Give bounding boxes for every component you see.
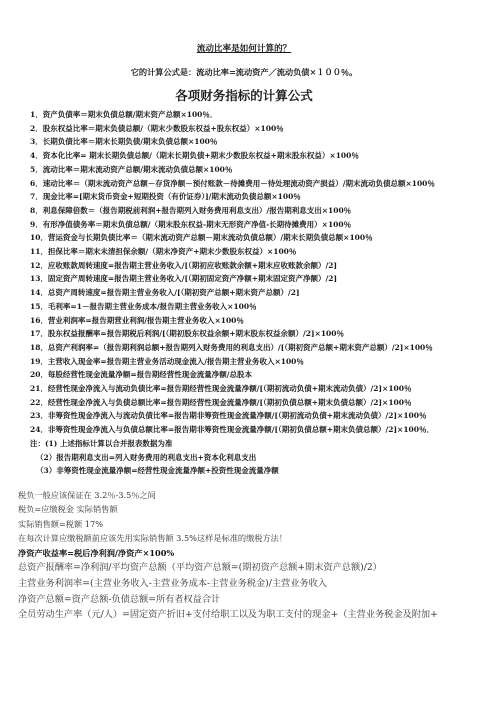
list-item: 16．营业利润率=报告期营业利润/报告期主营业务收入×100％ (30, 315, 244, 325)
document-title: 流动比率是如何计算的？ (196, 44, 292, 54)
list-item: 8．利息保障倍数＝（报告期税前利润+报告期列入财务费用利息支出）/报告期利息支出×100％ (30, 205, 352, 215)
section-heading: 各项财务指标的计算公式 (175, 88, 313, 103)
list-item: 10．营运资金与长期负债比率＝（期末流动资产总额－期末流动负债总额）/期末长期负债总额×100％ (30, 233, 373, 243)
plain-line: 净资产收益率=税后净利润/净资产×100% (18, 547, 175, 558)
list-item: 1．资产负债率＝期末负债总额/期末资产总额×100％． (30, 110, 218, 119)
note-line: 注：(1) 上述指标计算以合并报表数据为准 (30, 438, 173, 448)
list-item: 4．资本化比率= 期末长期负债总额/（期末长期负债+期末少数股东权益+期末股东权益）×100％ (30, 151, 359, 161)
note-line: （3）非筹资性现金流量净额=经营性现金流量净额+投资性现金流量净额 (36, 466, 279, 476)
list-item: 19．主营收入现金率=报告期主营业务活动现金流入/报告期主营业务收入×100％ (30, 356, 304, 366)
list-item: 23．非筹资性现金净流入与流动负债比率=报告期非筹资性现金流量净额/[（期初流动负债+期末流动负债）/2]×100％ (30, 411, 427, 421)
list-item: 6．速动比率＝（期末流动资产总额－存货净额－预付账款－待摊费用－待处理流动资产损益）/期末流动负债总额×100％ (30, 178, 435, 188)
list-item: 13．固定资产周转速度=报告期主营业务收入/[（期初固定资产净额+期末固定资产净额）/2] (30, 274, 338, 284)
plain-line: 在每次计算应缴税额前应该先用实际销售额 3.5%这样是标准的缴税方法！ (18, 533, 288, 544)
note-line: （2）报告期利息支出=列入财务费用的利息支出+资本化利息支出 (36, 452, 257, 462)
list-item: 18．总资产利润率=（报告期利润总额+报告期列入财务费用的利息支出）/[（期初资产总额+期末资产总额）/2]×100％ (30, 342, 433, 352)
plain-line: 全员劳动生产率（元/人）=固定资产折旧+支付给职工以及为职工支付的现金+（主营业务税金及附加+ (18, 609, 438, 621)
plain-line: 税负=应缴税金 实际销售额 (18, 504, 118, 515)
list-item: 20．每股经营性现金流量净额=报告期经营性现金流量净额/总股本 (30, 370, 252, 380)
plain-line: 实际销售额=税额 17% (18, 518, 103, 529)
plain-line: 主营业务利润率=(主营业务收入-主营业务成本-主营业务税金)/主营业务收入 (18, 577, 327, 589)
list-item: 7．现金比率=[期末货币资金+短期投资（有价证券）]/期末流动负债总额×100％ (30, 192, 301, 202)
list-item: 9．有形净值债务率＝期末负债总额/（期末股东权益-期末无形资产净值-长期待摊费用）×100％ (30, 219, 352, 229)
list-item: 22．经营性现金净流入与负债总额比率=报告期经营性现金流量净额/[（期初负债总额+期末负债总额）/2]×100％ (30, 397, 412, 407)
list-item: 15．毛利率=1－报告期主营业务成本/报告期主营业务收入×100％ (30, 301, 257, 311)
list-item: 14．总资产周转速度=报告期主营业务收入/[（期初资产总额+期末资产总额）/2] (30, 288, 300, 298)
plain-line: 总资产报酬率=净利润/平均资产总额（平均资产总额=(期初资产总额+期末资产总额)/2） (18, 562, 382, 574)
list-item: 5．流动比率＝期末流动资产总额/期末流动负债总额×100％ (30, 164, 233, 174)
notes-block (18, 437, 470, 478)
plain-line: 税负一般应该保证在 3.2％-3.5％之间 (18, 489, 156, 500)
list-item: 2．股东权益比率＝期末负债总额/（期末少数股东权益+股东权益）×100％ (30, 123, 284, 133)
list-item: 21．经营性现金净流入与流动负债比率=报告期经营性现金流量净额/[（期初流动负债+期末流动负债）/2]×100％ (30, 384, 412, 394)
list-item: 17．股东权益报酬率=报告期税后利润/[（期初股东权益余额+期末股东权益余额）/2]×100％ (30, 329, 344, 339)
tax-notes-block (18, 488, 470, 623)
indicator-list (18, 108, 470, 437)
current-ratio-formula: 它的计算公式是：流动比率=流动资产／流动负债×１００％。 (130, 67, 358, 77)
list-item: 24．非筹资性现金净流入与负债总额比率=报告期非筹资性现金流量净额/[（期初负债总额+期末负债总额）/2]×100％． (30, 425, 434, 435)
list-item: 3．长期负债比率＝期末长期负债/期末负债总额×100％ (30, 137, 218, 147)
list-item: 12．应收账款周转速度=报告期主营业务收入/[（期初应收账款余额+期末应收账款余额）/2] (30, 260, 338, 270)
plain-line: 净资产总额=资产总额-负债总额=所有者权益合计 (18, 593, 221, 605)
list-item: 11．担保比率＝期末未清担保余额/（期末净资产+期末少数股东权益）×100％ (30, 247, 297, 257)
